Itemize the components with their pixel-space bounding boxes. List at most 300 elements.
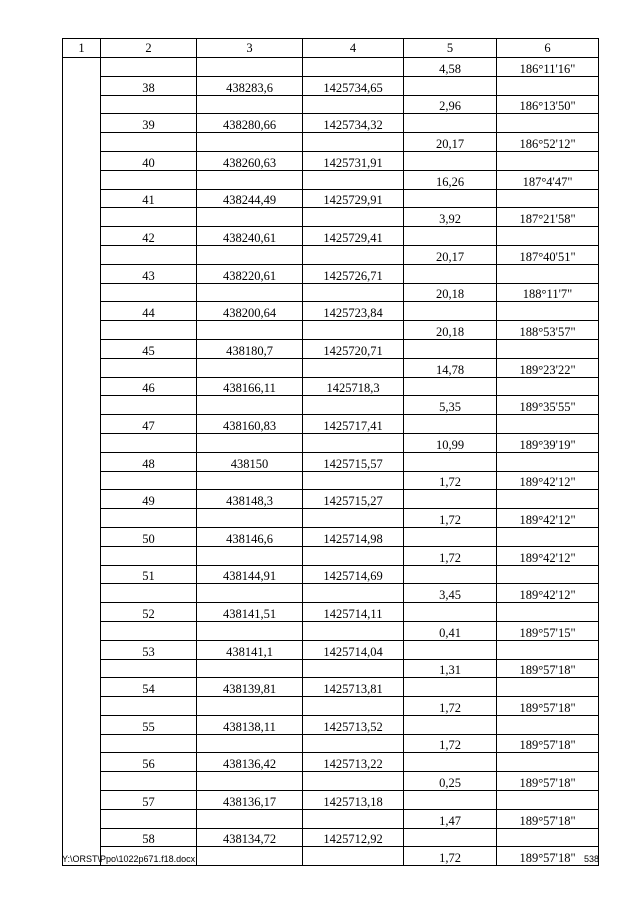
cell-direction-angle: 186°52'12" — [497, 133, 599, 152]
cell-point-number — [101, 396, 197, 415]
cell-column-1 — [63, 227, 101, 246]
cell-coordinate-y — [303, 471, 404, 490]
page-number: 538 — [583, 854, 599, 864]
cell-segment-length — [404, 76, 497, 95]
table-row — [63, 358, 599, 377]
cell-coordinate-x: 438220,61 — [197, 264, 303, 283]
cell-direction-angle: 189°57'18" — [497, 809, 599, 828]
cell-segment-length: 3,92 — [404, 208, 497, 227]
cell-point-number — [101, 358, 197, 377]
cell-direction-angle: 187°4'47" — [497, 170, 599, 189]
cell-direction-angle — [497, 114, 599, 133]
cell-segment-length — [404, 302, 497, 321]
cell-column-1 — [63, 809, 101, 828]
cell-point-number — [101, 245, 197, 264]
cell-point-number: 46 — [101, 377, 197, 396]
cell-point-number — [101, 659, 197, 678]
table-row — [63, 584, 599, 603]
cell-column-1 — [63, 527, 101, 546]
cell-direction-angle — [497, 76, 599, 95]
cell-segment-length — [404, 114, 497, 133]
cell-direction-angle — [497, 828, 599, 847]
cell-coordinate-y — [303, 809, 404, 828]
cell-direction-angle — [497, 339, 599, 358]
cell-segment-length: 1,72 — [404, 734, 497, 753]
cell-point-number: 50 — [101, 527, 197, 546]
cell-segment-length: 0,41 — [404, 621, 497, 640]
table-row — [63, 415, 599, 434]
cell-point-number: 53 — [101, 640, 197, 659]
cell-direction-angle: 189°42'12" — [497, 471, 599, 490]
cell-direction-angle: 189°42'12" — [497, 584, 599, 603]
cell-coordinate-y: 1425713,52 — [303, 715, 404, 734]
cell-coordinate-x — [197, 809, 303, 828]
table-row — [63, 715, 599, 734]
cell-direction-angle — [497, 678, 599, 697]
cell-coordinate-y: 1425726,71 — [303, 264, 404, 283]
cell-coordinate-x — [197, 697, 303, 716]
cell-direction-angle — [497, 791, 599, 810]
cell-coordinate-x — [197, 283, 303, 302]
cell-coordinate-y — [303, 283, 404, 302]
cell-coordinate-y: 1425731,91 — [303, 151, 404, 170]
table-row — [63, 76, 599, 95]
cell-coordinate-y — [303, 433, 404, 452]
cell-coordinate-y — [303, 734, 404, 753]
cell-direction-angle: 189°23'22" — [497, 358, 599, 377]
cell-coordinate-y: 1425734,65 — [303, 76, 404, 95]
cell-direction-angle — [497, 227, 599, 246]
cell-coordinate-y — [303, 133, 404, 152]
cell-coordinate-x: 438138,11 — [197, 715, 303, 734]
table-row — [63, 490, 599, 509]
cell-coordinate-x: 438136,17 — [197, 791, 303, 810]
cell-column-1 — [63, 339, 101, 358]
header-cell-coordinate-x: 3 — [197, 39, 303, 58]
cell-column-1 — [63, 358, 101, 377]
cell-coordinate-x — [197, 321, 303, 340]
cell-point-number — [101, 546, 197, 565]
cell-segment-length: 1,72 — [404, 509, 497, 528]
cell-point-number — [101, 58, 197, 77]
cell-coordinate-y — [303, 509, 404, 528]
cell-column-1 — [63, 509, 101, 528]
table-row — [63, 697, 599, 716]
cell-column-1 — [63, 490, 101, 509]
cell-segment-length: 5,35 — [404, 396, 497, 415]
cell-column-1 — [63, 415, 101, 434]
cell-direction-angle — [497, 452, 599, 471]
cell-point-number: 57 — [101, 791, 197, 810]
cell-point-number — [101, 133, 197, 152]
cell-segment-length — [404, 339, 497, 358]
cell-column-1 — [63, 95, 101, 114]
cell-coordinate-y — [303, 584, 404, 603]
cell-point-number: 44 — [101, 302, 197, 321]
cell-segment-length: 1,72 — [404, 847, 497, 866]
cell-point-number — [101, 809, 197, 828]
table-row — [63, 621, 599, 640]
cell-column-1 — [63, 58, 101, 77]
cell-coordinate-y — [303, 170, 404, 189]
cell-coordinate-x: 438139,81 — [197, 678, 303, 697]
cell-segment-length — [404, 264, 497, 283]
cell-coordinate-y: 1425734,32 — [303, 114, 404, 133]
cell-point-number: 51 — [101, 565, 197, 584]
cell-direction-angle: 189°57'18" — [497, 697, 599, 716]
cell-coordinate-y — [303, 358, 404, 377]
cell-direction-angle — [497, 753, 599, 772]
cell-direction-angle — [497, 151, 599, 170]
cell-coordinate-y — [303, 245, 404, 264]
table-row — [63, 565, 599, 584]
cell-point-number — [101, 95, 197, 114]
cell-coordinate-x: 438260,63 — [197, 151, 303, 170]
cell-coordinate-y: 1425713,81 — [303, 678, 404, 697]
cell-segment-length: 1,72 — [404, 546, 497, 565]
cell-coordinate-x — [197, 170, 303, 189]
cell-coordinate-y: 1425717,41 — [303, 415, 404, 434]
cell-column-1 — [63, 584, 101, 603]
cell-coordinate-x — [197, 133, 303, 152]
cell-direction-angle: 189°42'12" — [497, 509, 599, 528]
table-row — [63, 678, 599, 697]
cell-column-1 — [63, 170, 101, 189]
table-row — [63, 170, 599, 189]
cell-column-1 — [63, 791, 101, 810]
cell-point-number — [101, 283, 197, 302]
cell-column-1 — [63, 189, 101, 208]
cell-direction-angle: 188°11'7" — [497, 283, 599, 302]
cell-coordinate-x: 438200,64 — [197, 302, 303, 321]
cell-point-number: 39 — [101, 114, 197, 133]
cell-coordinate-y — [303, 659, 404, 678]
cell-coordinate-x — [197, 659, 303, 678]
cell-column-1 — [63, 283, 101, 302]
cell-direction-angle — [497, 377, 599, 396]
table-row — [63, 433, 599, 452]
cell-segment-length: 20,17 — [404, 133, 497, 152]
cell-point-number: 40 — [101, 151, 197, 170]
cell-coordinate-x — [197, 734, 303, 753]
cell-segment-length: 1,72 — [404, 471, 497, 490]
cell-coordinate-y — [303, 321, 404, 340]
cell-coordinate-x: 438141,1 — [197, 640, 303, 659]
cell-coordinate-y — [303, 847, 404, 866]
table-row — [63, 828, 599, 847]
table-row — [63, 264, 599, 283]
cell-column-1 — [63, 753, 101, 772]
cell-point-number — [101, 697, 197, 716]
cell-point-number: 54 — [101, 678, 197, 697]
header-row — [63, 39, 599, 58]
cell-segment-length — [404, 791, 497, 810]
cell-coordinate-x: 438244,49 — [197, 189, 303, 208]
cell-column-1 — [63, 133, 101, 152]
cell-coordinate-x — [197, 245, 303, 264]
cell-coordinate-y: 1425729,91 — [303, 189, 404, 208]
cell-coordinate-x — [197, 772, 303, 791]
cell-segment-length — [404, 715, 497, 734]
cell-point-number: 42 — [101, 227, 197, 246]
cell-point-number — [101, 584, 197, 603]
cell-column-1 — [63, 302, 101, 321]
cell-column-1 — [63, 621, 101, 640]
cell-column-1 — [63, 734, 101, 753]
cell-segment-length — [404, 189, 497, 208]
cell-point-number: 55 — [101, 715, 197, 734]
cell-column-1 — [63, 471, 101, 490]
cell-segment-length — [404, 377, 497, 396]
cell-coordinate-x — [197, 509, 303, 528]
cell-coordinate-y: 1425729,41 — [303, 227, 404, 246]
cell-point-number — [101, 471, 197, 490]
cell-direction-angle: 189°39'19" — [497, 433, 599, 452]
cell-segment-length: 20,18 — [404, 283, 497, 302]
cell-column-1 — [63, 452, 101, 471]
cell-coordinate-x: 438240,61 — [197, 227, 303, 246]
cell-segment-length — [404, 828, 497, 847]
cell-segment-length — [404, 415, 497, 434]
cell-direction-angle: 189°57'18" — [497, 847, 599, 866]
cell-column-1 — [63, 697, 101, 716]
cell-coordinate-x: 438160,83 — [197, 415, 303, 434]
cell-direction-angle: 189°42'12" — [497, 546, 599, 565]
cell-segment-length: 3,45 — [404, 584, 497, 603]
cell-point-number: 45 — [101, 339, 197, 358]
cell-coordinate-y — [303, 621, 404, 640]
table-row — [63, 753, 599, 772]
cell-point-number: 58 — [101, 828, 197, 847]
table-row — [63, 471, 599, 490]
cell-coordinate-y: 1425723,84 — [303, 302, 404, 321]
cell-column-1 — [63, 396, 101, 415]
table-row — [63, 452, 599, 471]
cell-direction-angle: 189°35'55" — [497, 396, 599, 415]
cell-column-1 — [63, 264, 101, 283]
cell-point-number: 47 — [101, 415, 197, 434]
cell-point-number: 43 — [101, 264, 197, 283]
cell-column-1 — [63, 678, 101, 697]
cell-column-1 — [63, 659, 101, 678]
cell-coordinate-y — [303, 546, 404, 565]
cell-point-number — [101, 208, 197, 227]
cell-direction-angle: 186°11'16" — [497, 58, 599, 77]
table-row — [63, 396, 599, 415]
table-row — [63, 527, 599, 546]
cell-column-1 — [63, 377, 101, 396]
cell-column-1 — [63, 828, 101, 847]
header-cell-point-number: 2 — [101, 39, 197, 58]
cell-coordinate-x — [197, 58, 303, 77]
cell-coordinate-x: 438166,11 — [197, 377, 303, 396]
cell-segment-length: 20,18 — [404, 321, 497, 340]
cell-coordinate-y: 1425714,04 — [303, 640, 404, 659]
cell-coordinate-x — [197, 471, 303, 490]
cell-coordinate-x: 438136,42 — [197, 753, 303, 772]
cell-segment-length — [404, 151, 497, 170]
cell-coordinate-y — [303, 772, 404, 791]
document-file-path: Y:\ORST\Ppo\1022p671.f18.docx — [62, 854, 196, 864]
cell-coordinate-y: 1425713,22 — [303, 753, 404, 772]
cell-point-number: 38 — [101, 76, 197, 95]
coordinates-table — [62, 38, 599, 866]
table-row — [63, 302, 599, 321]
cell-segment-length — [404, 678, 497, 697]
cell-segment-length — [404, 603, 497, 622]
cell-coordinate-x — [197, 208, 303, 227]
cell-column-1 — [63, 640, 101, 659]
cell-coordinate-x — [197, 95, 303, 114]
cell-segment-length: 2,96 — [404, 95, 497, 114]
cell-segment-length: 20,17 — [404, 245, 497, 264]
cell-coordinate-y: 1425712,92 — [303, 828, 404, 847]
cell-point-number: 52 — [101, 603, 197, 622]
cell-coordinate-y — [303, 396, 404, 415]
cell-coordinate-y: 1425714,69 — [303, 565, 404, 584]
table-row — [63, 58, 599, 77]
cell-coordinate-y: 1425720,71 — [303, 339, 404, 358]
cell-coordinate-y — [303, 697, 404, 716]
cell-segment-length — [404, 490, 497, 509]
cell-column-1 — [63, 546, 101, 565]
cell-coordinate-x: 438141,51 — [197, 603, 303, 622]
cell-column-1 — [63, 433, 101, 452]
header-cell-column-1: 1 — [63, 39, 101, 58]
cell-coordinate-y — [303, 208, 404, 227]
cell-coordinate-x — [197, 546, 303, 565]
cell-direction-angle — [497, 490, 599, 509]
cell-segment-length — [404, 527, 497, 546]
cell-coordinate-y: 1425714,11 — [303, 603, 404, 622]
table-row — [63, 245, 599, 264]
cell-coordinate-x — [197, 396, 303, 415]
table-row — [63, 208, 599, 227]
table-row — [63, 546, 599, 565]
table-row — [63, 734, 599, 753]
cell-column-1 — [63, 772, 101, 791]
header-cell-direction-angle: 6 — [497, 39, 599, 58]
cell-point-number: 56 — [101, 753, 197, 772]
cell-point-number — [101, 621, 197, 640]
cell-point-number: 49 — [101, 490, 197, 509]
cell-direction-angle — [497, 603, 599, 622]
cell-coordinate-x: 438180,7 — [197, 339, 303, 358]
cell-coordinate-x: 438280,66 — [197, 114, 303, 133]
table-row — [63, 377, 599, 396]
cell-segment-length — [404, 640, 497, 659]
cell-point-number — [101, 509, 197, 528]
header-cell-coordinate-y: 4 — [303, 39, 404, 58]
cell-coordinate-y: 1425714,98 — [303, 527, 404, 546]
table-row — [63, 151, 599, 170]
cell-direction-angle — [497, 302, 599, 321]
table-row — [63, 791, 599, 810]
cell-segment-length: 16,26 — [404, 170, 497, 189]
cell-direction-angle — [497, 565, 599, 584]
table-row — [63, 809, 599, 828]
cell-direction-angle — [497, 527, 599, 546]
cell-column-1 — [63, 565, 101, 584]
table-row — [63, 772, 599, 791]
cell-segment-length: 4,58 — [404, 58, 497, 77]
cell-segment-length: 10,99 — [404, 433, 497, 452]
cell-direction-angle: 189°57'15" — [497, 621, 599, 640]
cell-coordinate-x: 438144,91 — [197, 565, 303, 584]
table-row — [63, 114, 599, 133]
cell-column-1 — [63, 603, 101, 622]
cell-coordinate-x: 438150 — [197, 452, 303, 471]
header-cell-segment-length: 5 — [404, 39, 497, 58]
cell-column-1 — [63, 208, 101, 227]
cell-coordinate-x — [197, 584, 303, 603]
cell-coordinate-y — [303, 58, 404, 77]
cell-direction-angle — [497, 715, 599, 734]
cell-coordinate-y: 1425713,18 — [303, 791, 404, 810]
cell-segment-length: 1,47 — [404, 809, 497, 828]
cell-segment-length: 0,25 — [404, 772, 497, 791]
table-row — [63, 189, 599, 208]
cell-segment-length: 14,78 — [404, 358, 497, 377]
cell-direction-angle: 187°21'58" — [497, 208, 599, 227]
cell-coordinate-y: 1425715,27 — [303, 490, 404, 509]
cell-point-number — [101, 321, 197, 340]
cell-direction-angle: 187°40'51" — [497, 245, 599, 264]
table-row — [63, 133, 599, 152]
cell-coordinate-x — [197, 621, 303, 640]
cell-column-1 — [63, 114, 101, 133]
cell-direction-angle: 186°13'50" — [497, 95, 599, 114]
table-row — [63, 321, 599, 340]
cell-direction-angle: 189°57'18" — [497, 772, 599, 791]
cell-point-number — [101, 170, 197, 189]
table-row — [63, 640, 599, 659]
cell-coordinate-x — [197, 433, 303, 452]
table-row — [63, 659, 599, 678]
cell-point-number: 41 — [101, 189, 197, 208]
cell-direction-angle: 189°57'18" — [497, 659, 599, 678]
cell-column-1 — [63, 321, 101, 340]
cell-segment-length: 1,31 — [404, 659, 497, 678]
cell-point-number — [101, 772, 197, 791]
cell-column-1 — [63, 715, 101, 734]
cell-coordinate-x: 438146,6 — [197, 527, 303, 546]
cell-direction-angle — [497, 415, 599, 434]
cell-segment-length — [404, 452, 497, 471]
cell-direction-angle: 189°57'18" — [497, 734, 599, 753]
cell-coordinate-x: 438148,3 — [197, 490, 303, 509]
table-row — [63, 227, 599, 246]
cell-segment-length — [404, 753, 497, 772]
cell-segment-length — [404, 565, 497, 584]
cell-direction-angle: 188°53'57" — [497, 321, 599, 340]
cell-coordinate-x: 438283,6 — [197, 76, 303, 95]
cell-segment-length — [404, 227, 497, 246]
cell-coordinate-x: 438134,72 — [197, 828, 303, 847]
cell-direction-angle — [497, 189, 599, 208]
table-row — [63, 95, 599, 114]
table-row — [63, 603, 599, 622]
cell-point-number — [101, 433, 197, 452]
cell-segment-length: 1,72 — [404, 697, 497, 716]
cell-coordinate-x — [197, 847, 303, 866]
cell-direction-angle — [497, 640, 599, 659]
cell-column-1 — [63, 245, 101, 264]
cell-column-1 — [63, 151, 101, 170]
table-row — [63, 339, 599, 358]
cell-coordinate-y: 1425718,3 — [303, 377, 404, 396]
cell-point-number — [101, 734, 197, 753]
